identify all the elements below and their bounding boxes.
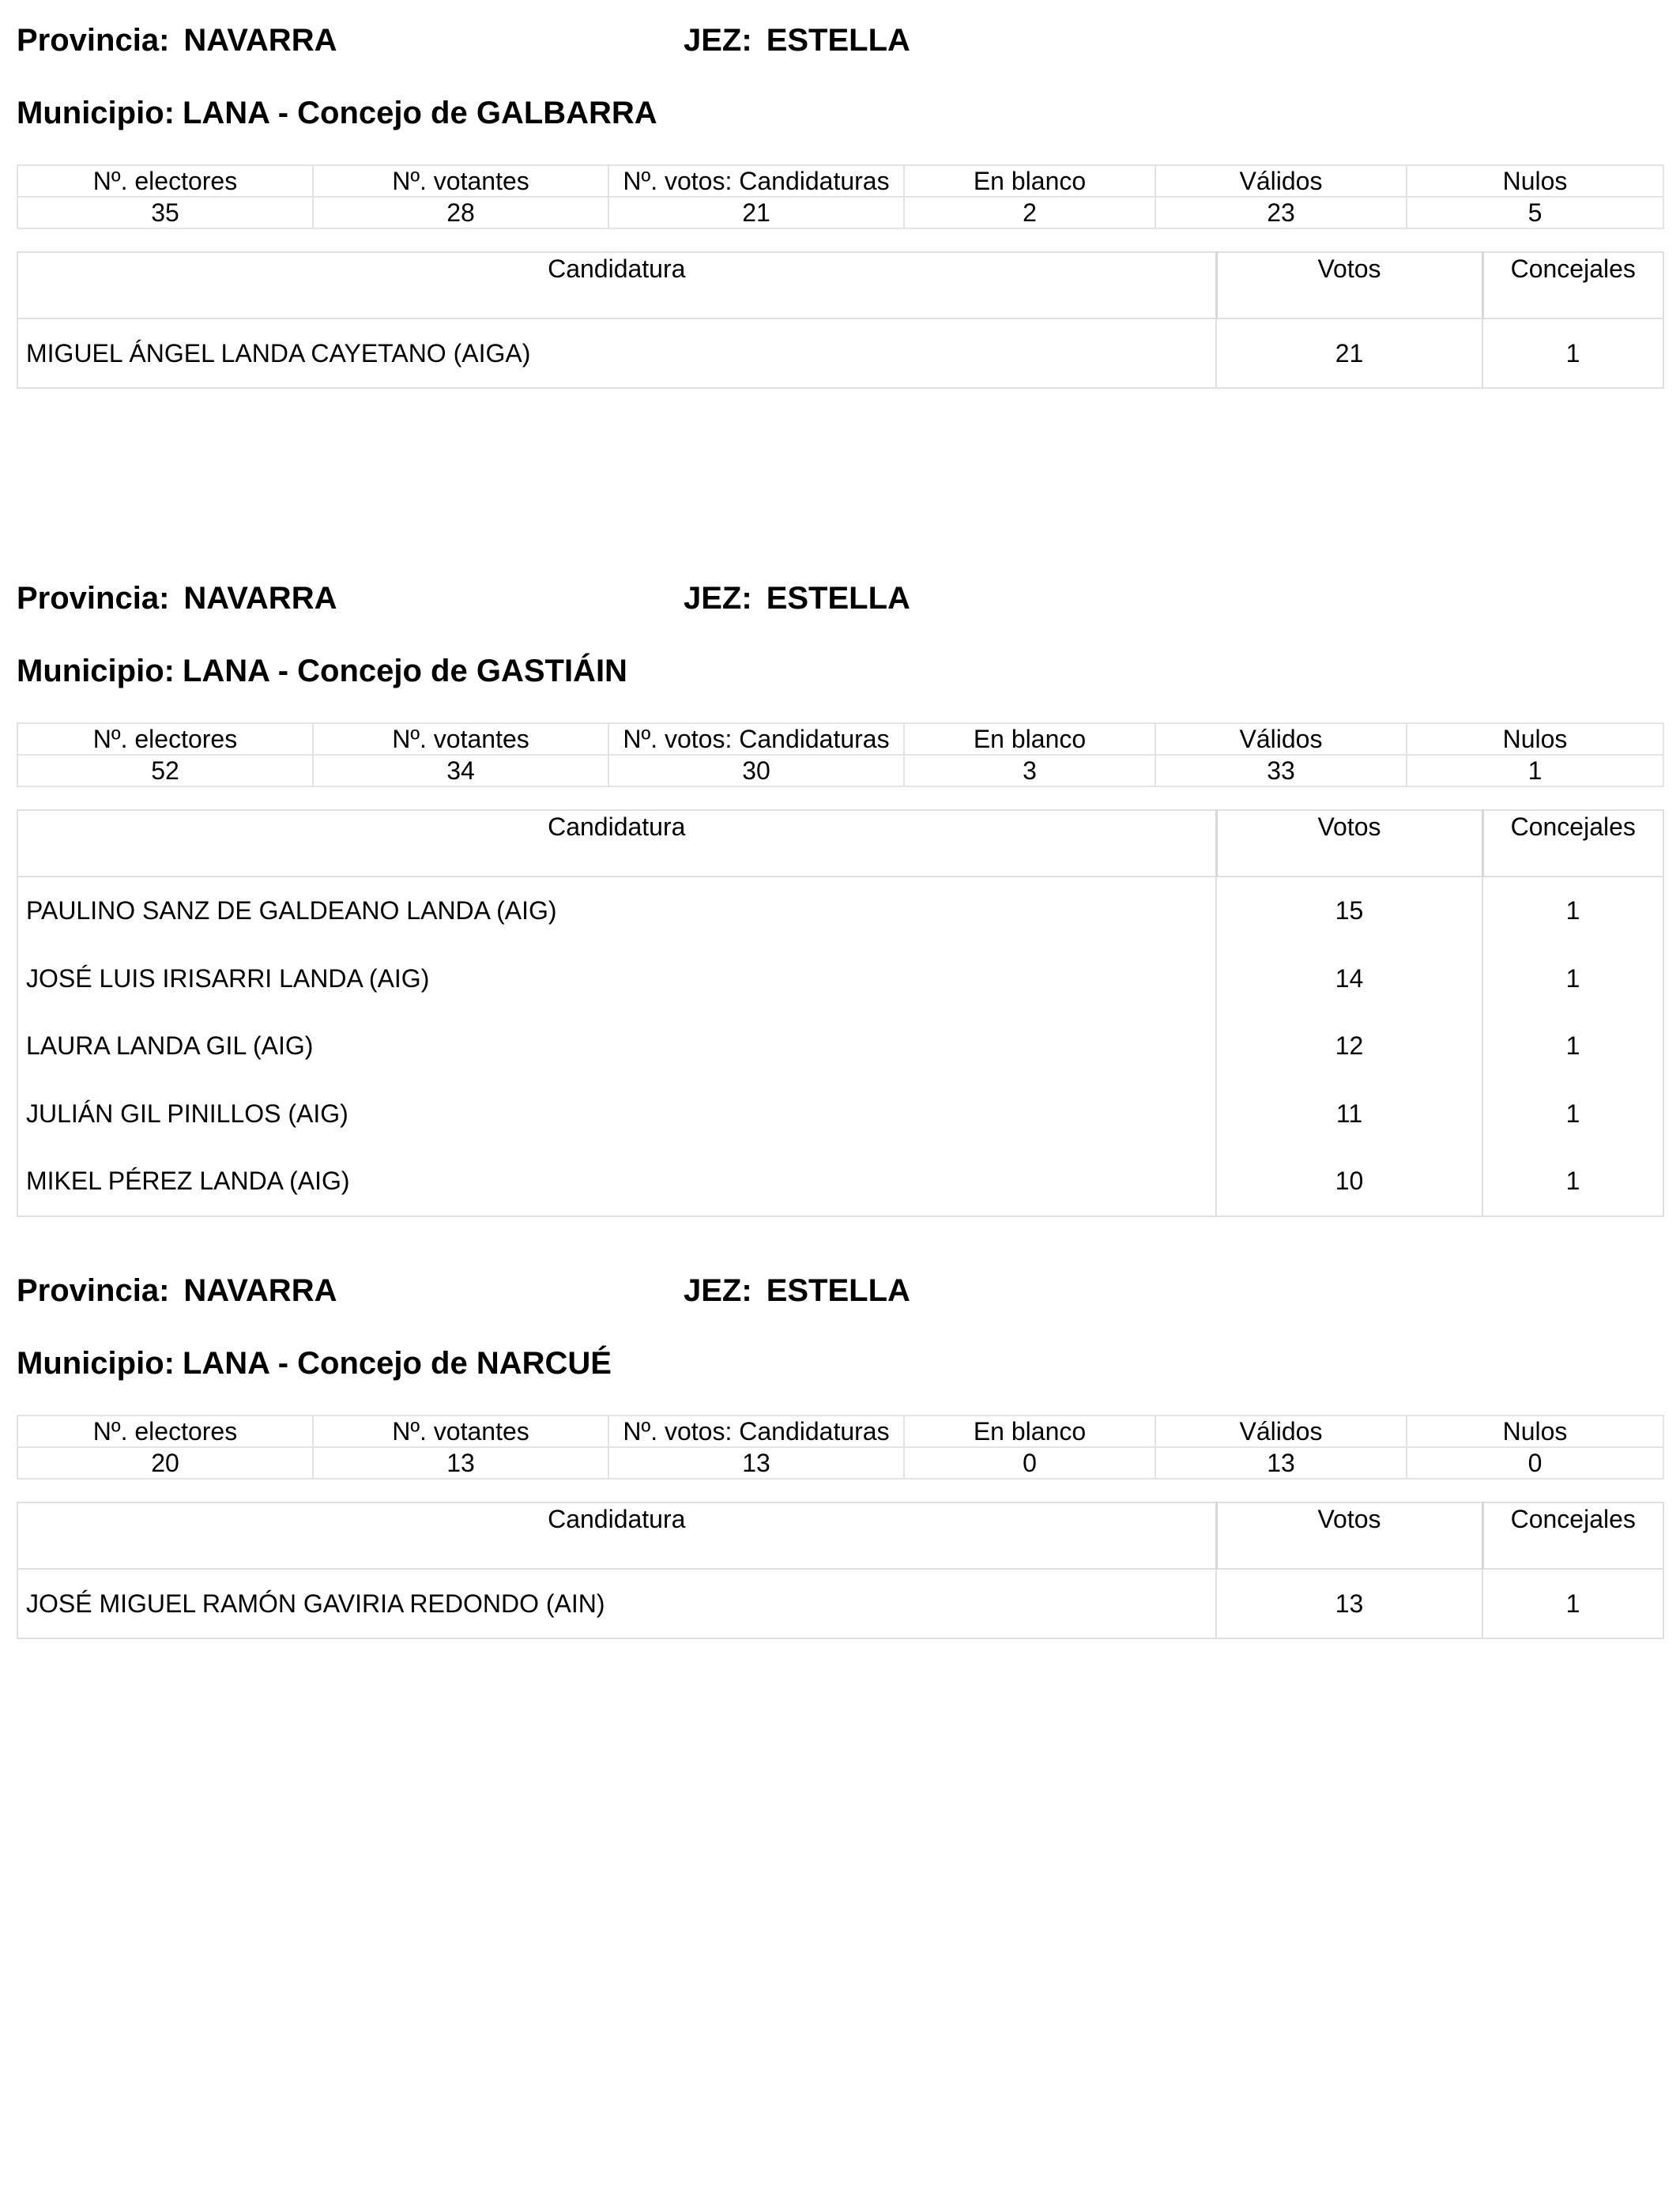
stat-header-en-blanco: En blanco [904, 165, 1155, 197]
stat-en-blanco: 0 [904, 1447, 1155, 1479]
provincia-value: NAVARRA [183, 1273, 337, 1308]
stats-table [17, 1415, 1664, 1480]
municipio-heading [17, 1344, 612, 1383]
municipio-heading [17, 93, 657, 133]
candidate-row [17, 945, 1663, 1013]
candidate-name: JOSÉ MIGUEL RAMÓN GAVIRIA REDONDO (AIN) [17, 1569, 1216, 1638]
candidate-name: JOSÉ LUIS IRISARRI LANDA (AIG) [17, 945, 1216, 1013]
stat-nulos: 5 [1407, 197, 1663, 228]
header-votos: Votos [1216, 810, 1482, 876]
candidates-table [17, 251, 1664, 389]
stat-header-electores: Nº. electores [17, 165, 313, 197]
candidate-concejales: 1 [1482, 876, 1663, 945]
provincia-value: NAVARRA [183, 23, 337, 58]
jez-value: ESTELLA [766, 1273, 910, 1308]
stat-header-electores: Nº. electores [17, 723, 313, 755]
candidate-name: LAURA LANDA GIL (AIG) [17, 1012, 1216, 1080]
stat-header-en-blanco: En blanco [904, 1416, 1155, 1447]
candidates-header-row [17, 1502, 1663, 1569]
provincia-heading [17, 21, 337, 60]
header-concejales: Concejales [1482, 1502, 1663, 1569]
stat-header-votantes: Nº. votantes [313, 165, 608, 197]
candidate-row [17, 1569, 1663, 1638]
stat-validos: 23 [1155, 197, 1407, 228]
stat-nulos: 1 [1407, 755, 1663, 786]
municipio-label: Municipio: [17, 654, 175, 688]
candidate-name: MIKEL PÉREZ LANDA (AIG) [17, 1148, 1216, 1216]
jez-heading [684, 1271, 910, 1310]
stat-validos: 33 [1155, 755, 1407, 786]
candidate-votos: 12 [1216, 1012, 1482, 1080]
stat-electores: 52 [17, 755, 313, 786]
jez-label: JEZ: [684, 581, 752, 616]
stat-nulos: 0 [1407, 1447, 1663, 1479]
jez-label: JEZ: [684, 1273, 752, 1308]
candidate-concejales: 1 [1482, 1569, 1663, 1638]
stat-en-blanco: 2 [904, 197, 1155, 228]
stat-header-validos: Válidos [1155, 165, 1407, 197]
stat-votos-candidaturas: 13 [608, 1447, 904, 1479]
candidate-row [17, 319, 1663, 388]
jez-heading [684, 579, 910, 618]
jez-value: ESTELLA [766, 23, 910, 58]
provincia-label: Provincia: [17, 23, 170, 58]
stat-validos: 13 [1155, 1447, 1407, 1479]
candidate-name: MIGUEL ÁNGEL LANDA CAYETANO (AIGA) [17, 319, 1216, 388]
stat-header-nulos: Nulos [1407, 165, 1663, 197]
candidate-concejales: 1 [1482, 319, 1663, 388]
provincia-value: NAVARRA [183, 581, 337, 616]
provincia-label: Provincia: [17, 581, 170, 616]
jez-heading [684, 21, 910, 60]
candidate-votos: 21 [1216, 319, 1482, 388]
stats-header-row [17, 1416, 1663, 1447]
header-votos: Votos [1216, 252, 1482, 319]
stats-value-row [17, 1447, 1663, 1479]
candidate-votos: 13 [1216, 1569, 1482, 1638]
candidate-votos: 14 [1216, 945, 1482, 1013]
stat-votos-candidaturas: 21 [608, 197, 904, 228]
stat-votos-candidaturas: 30 [608, 755, 904, 786]
municipio-label: Municipio: [17, 96, 175, 130]
candidates-header-row [17, 252, 1663, 319]
candidate-concejales: 1 [1482, 945, 1663, 1013]
stat-header-nulos: Nulos [1407, 1416, 1663, 1447]
stat-header-votos-candidaturas: Nº. votos: Candidaturas [608, 1416, 904, 1447]
stats-value-row [17, 197, 1663, 228]
stat-header-votos-candidaturas: Nº. votos: Candidaturas [608, 723, 904, 755]
jez-value: ESTELLA [766, 581, 910, 616]
jez-label: JEZ: [684, 23, 752, 58]
header-candidatura: Candidatura [17, 810, 1216, 876]
candidate-concejales: 1 [1482, 1080, 1663, 1148]
candidate-name: JULIÁN GIL PINILLOS (AIG) [17, 1080, 1216, 1148]
candidate-concejales: 1 [1482, 1148, 1663, 1216]
candidate-row [17, 1012, 1663, 1080]
provincia-heading [17, 579, 337, 618]
stat-electores: 20 [17, 1447, 313, 1479]
stat-header-votantes: Nº. votantes [313, 723, 608, 755]
header-concejales: Concejales [1482, 252, 1663, 319]
stat-header-en-blanco: En blanco [904, 723, 1155, 755]
candidate-votos: 11 [1216, 1080, 1482, 1148]
stat-header-votos-candidaturas: Nº. votos: Candidaturas [608, 165, 904, 197]
stat-header-nulos: Nulos [1407, 723, 1663, 755]
stats-header-row [17, 723, 1663, 755]
stats-value-row [17, 755, 1663, 786]
candidates-header-row [17, 810, 1663, 876]
candidate-row [17, 1148, 1663, 1216]
header-concejales: Concejales [1482, 810, 1663, 876]
stat-header-validos: Válidos [1155, 723, 1407, 755]
provincia-heading [17, 1271, 337, 1310]
municipio-label: Municipio: [17, 1346, 175, 1381]
municipio-value: LANA - Concejo de NARCUÉ [182, 1346, 612, 1381]
candidate-votos: 10 [1216, 1148, 1482, 1216]
candidate-concejales: 1 [1482, 1012, 1663, 1080]
municipio-value: LANA - Concejo de GASTIÁIN [182, 654, 627, 688]
candidates-table [17, 809, 1664, 1217]
candidate-row [17, 1080, 1663, 1148]
stat-header-votantes: Nº. votantes [313, 1416, 608, 1447]
header-candidatura: Candidatura [17, 252, 1216, 319]
stat-electores: 35 [17, 197, 313, 228]
header-candidatura: Candidatura [17, 1502, 1216, 1569]
candidates-table [17, 1502, 1664, 1639]
candidate-votos: 15 [1216, 876, 1482, 945]
stats-table [17, 722, 1664, 787]
stat-en-blanco: 3 [904, 755, 1155, 786]
municipio-value: LANA - Concejo de GALBARRA [182, 96, 657, 130]
provincia-label: Provincia: [17, 1273, 170, 1308]
stat-votantes: 28 [313, 197, 608, 228]
header-votos: Votos [1216, 1502, 1482, 1569]
stats-table [17, 164, 1664, 229]
stats-header-row [17, 165, 1663, 197]
stat-header-validos: Válidos [1155, 1416, 1407, 1447]
stat-votantes: 34 [313, 755, 608, 786]
stat-votantes: 13 [313, 1447, 608, 1479]
candidate-name: PAULINO SANZ DE GALDEANO LANDA (AIG) [17, 876, 1216, 945]
stat-header-electores: Nº. electores [17, 1416, 313, 1447]
municipio-heading [17, 651, 627, 691]
candidate-row [17, 876, 1663, 945]
